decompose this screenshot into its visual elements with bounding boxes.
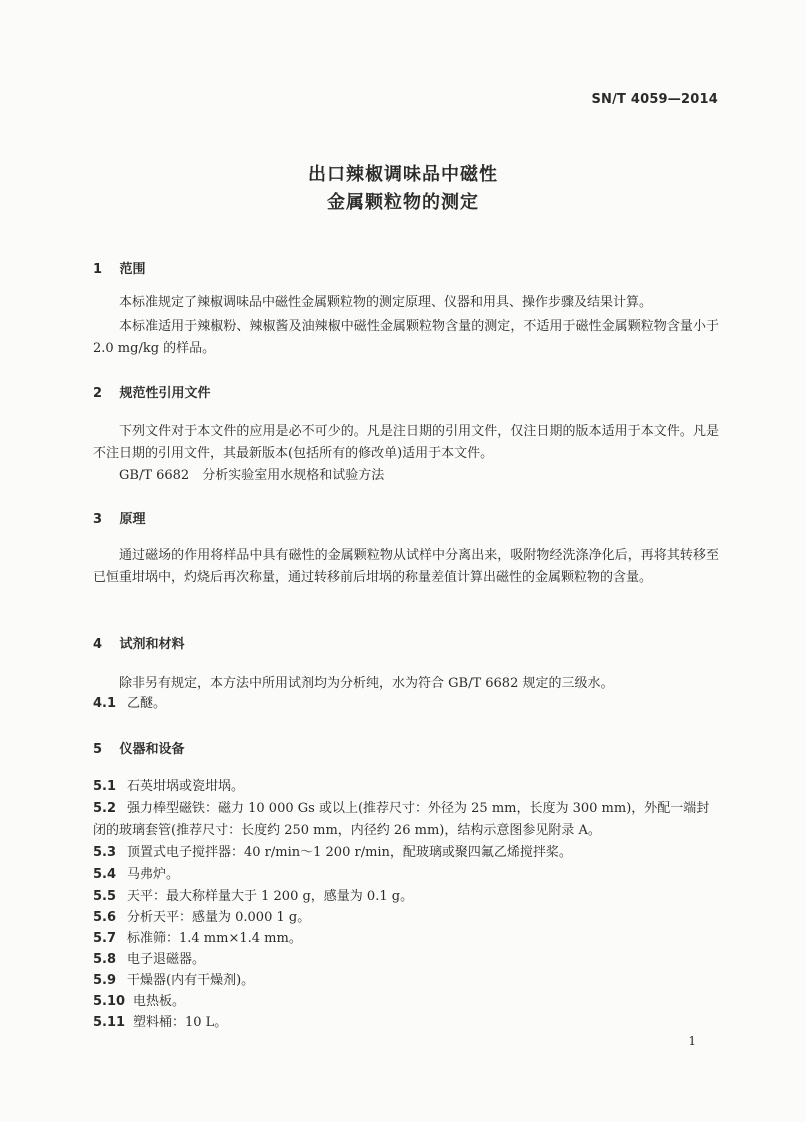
page-number: 1 bbox=[688, 1034, 696, 1048]
section-2-para-1: 下列文件对于本文件的应用是必不可少的。凡是注日期的引用文件，仅注日期的版本适用于本文件。凡是不注日期的引用文件，其最新版本(包括所有的修改单)适用于本文件。 bbox=[93, 424, 719, 461]
item-number: 5.10 bbox=[93, 994, 126, 1009]
item-number: 5.2 bbox=[93, 801, 117, 816]
list-item bbox=[93, 864, 719, 886]
section-3-para-1: 通过磁场的作用将样品中具有磁性的金属颗粒物从试样中分离出来，吸附物经洗涤净化后，再将其转移至已恒重坩埚中，灼烧后再次称量，通过转移前后坩埚的称量差值计算出磁性的金属颗粒物的含量。 bbox=[93, 548, 719, 585]
list-item bbox=[93, 886, 719, 908]
item-text: 干燥器(内有干燥剂)。 bbox=[127, 973, 255, 988]
section-3-heading bbox=[93, 508, 146, 527]
section-title: 规范性引用文件 bbox=[119, 386, 211, 401]
item-text: 顶置式电子搅拌器：40 r/min～1 200 r/min，配玻璃或聚四氟乙烯搅拌桨。 bbox=[127, 845, 572, 860]
item-number: 5.11 bbox=[93, 1015, 126, 1030]
item-number: 5.9 bbox=[93, 973, 117, 988]
list-item bbox=[93, 1012, 719, 1034]
list-item bbox=[93, 949, 719, 971]
doc-title-line2: 金属颗粒物的测定 bbox=[327, 192, 479, 213]
section-5-heading bbox=[93, 738, 185, 757]
section-1-para-2: 本标准适用于辣椒粉、辣椒酱及油辣椒中磁性金属颗粒物含量的测定，不适用于磁性金属颗粒物含量小于 2.0 mg/kg 的样品。 bbox=[93, 319, 719, 356]
list-item bbox=[93, 907, 719, 929]
section-1-para-1: 本标准规定了辣椒调味品中磁性金属颗粒物的测定原理、仪器和用具、操作步骤及结果计算。 bbox=[119, 295, 653, 310]
item-number: 5.5 bbox=[93, 889, 117, 904]
item-number: 5.6 bbox=[93, 910, 117, 925]
section-title: 范围 bbox=[119, 262, 146, 277]
section-title: 试剂和材料 bbox=[119, 637, 185, 652]
section-title: 原理 bbox=[119, 512, 146, 527]
list-item bbox=[93, 798, 719, 842]
list-item bbox=[93, 970, 719, 992]
item-text: 分析天平：感量为 0.000 1 g。 bbox=[127, 910, 311, 925]
section-2-heading bbox=[93, 382, 211, 401]
item-text: 石英坩埚或瓷坩埚。 bbox=[127, 779, 245, 794]
section-4-para-1: 除非另有规定，本方法中所用试剂均为分析纯，水为符合 GB/T 6682 规定的三级水。 bbox=[119, 676, 614, 691]
list-item bbox=[93, 991, 719, 1013]
section-number: 3 bbox=[93, 512, 103, 527]
item-number: 5.1 bbox=[93, 779, 117, 794]
list-item bbox=[93, 842, 719, 864]
item-text: 天平：最大称样量大于 1 200 g，感量为 0.1 g。 bbox=[127, 889, 414, 904]
list-item bbox=[93, 928, 719, 950]
item-text: 标准筛：1.4 mm×1.4 mm。 bbox=[127, 931, 302, 946]
item-text: 电热板。 bbox=[133, 994, 186, 1009]
normative-reference: GB/T 6682 分析实验室用水规格和试验方法 bbox=[119, 468, 385, 483]
section-number: 1 bbox=[93, 262, 103, 277]
doc-title-line1: 出口辣椒调味品中磁性 bbox=[308, 164, 498, 185]
item-number: 5.7 bbox=[93, 931, 117, 946]
item-number: 5.4 bbox=[93, 867, 117, 882]
section-number: 2 bbox=[93, 386, 103, 401]
item-text: 马弗炉。 bbox=[127, 867, 180, 882]
section-number: 5 bbox=[93, 742, 103, 757]
standard-code: SN/T 4059—2014 bbox=[591, 92, 718, 107]
section-1-heading bbox=[93, 258, 146, 277]
list-item bbox=[93, 776, 719, 798]
item-number: 4.1 bbox=[93, 696, 117, 711]
item-number: 5.8 bbox=[93, 952, 117, 967]
item-text: 强力棒型磁铁：磁力 10 000 Gs 或以上(推荐尺寸：外径为 25 mm，长度为 300 mm)，外配一端封闭的玻璃套管(推荐尺寸：长度约 250 mm，内径约 26 mm)，结构示意图参见附录 A。 bbox=[93, 801, 710, 838]
section-number: 4 bbox=[93, 637, 103, 652]
item-text: 乙醚。 bbox=[127, 696, 167, 711]
item-text: 塑料桶：10 L。 bbox=[133, 1015, 228, 1030]
item-number: 5.3 bbox=[93, 845, 117, 860]
section-title: 仪器和设备 bbox=[119, 742, 185, 757]
item-text: 电子退磁器。 bbox=[127, 952, 206, 967]
section-4-heading bbox=[93, 633, 185, 652]
list-item bbox=[93, 693, 719, 715]
